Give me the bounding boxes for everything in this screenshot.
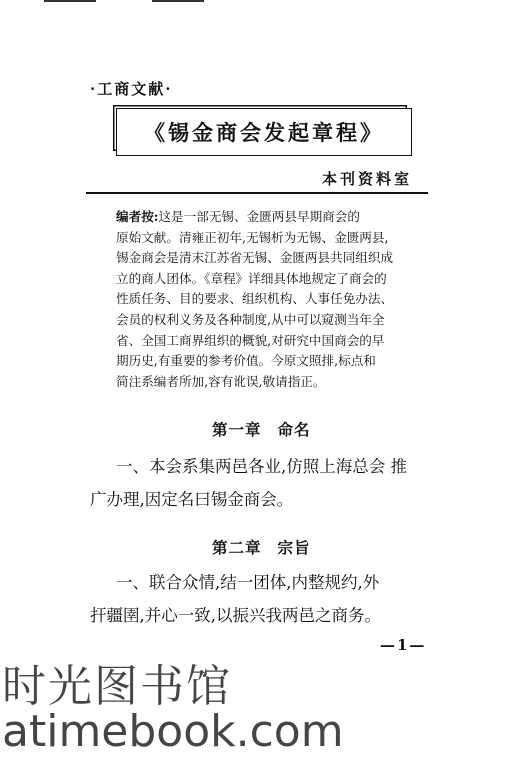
article-line: 扞疆圉,并心一致,以振兴我两邑之商务。 — [90, 606, 381, 625]
chapter-number: 第一章 — [212, 420, 262, 439]
editor-note-line: 立的商人团体。《章程》详细具体地规定了商会的 — [116, 270, 387, 286]
chapter-name: 命名 — [277, 420, 311, 439]
chapter-heading-2 — [212, 536, 311, 558]
chapter-heading-1 — [212, 418, 311, 440]
section-label: ·工商文献· — [90, 80, 173, 98]
watermark-url: atimebook.com — [2, 706, 344, 757]
article-line: 广办理,因定名曰锡金商会。 — [90, 490, 294, 509]
title-box — [116, 108, 412, 156]
editor-note-label: 编者按: — [116, 209, 159, 224]
editor-note-line: 省、全国工商界组织的概貌,对研究中国商会的早 — [116, 332, 385, 348]
chapter-2-article — [90, 566, 440, 632]
document-title: 《锡金商会发起章程》 — [144, 120, 384, 145]
editor-note-line: 编者按:这是一部无锡、金匮两县早期商会的 — [116, 209, 360, 224]
top-edge-mark-right — [152, 0, 204, 2]
watermark-cn: 时光图书馆 — [2, 661, 232, 712]
chapter-name: 宗旨 — [277, 538, 311, 557]
article-line: 一、本会系集两邑各业,仿照上海总会 推 — [116, 457, 407, 476]
editor-note-line: 原始文献。清雍正初年,无锡析为无锡、金匮两县, — [116, 229, 389, 245]
editor-note-line: 期历史,有重要的参考价值。今原文照排,标点和 — [116, 353, 376, 369]
chapter-number: 第二章 — [212, 538, 262, 557]
author-credit: 本刊资料室 — [322, 170, 413, 188]
editor-note — [116, 207, 434, 392]
editor-note-line: 锡金商会是清末江苏省无锡、金匮两县共同组织成 — [116, 250, 394, 266]
editor-note-line: 简注系编者所加,容有讹误,敬请指正。 — [116, 373, 326, 389]
article-line: 一、联合众情,结一团体,内整规约,外 — [116, 573, 380, 592]
page-number: —1— — [380, 636, 427, 654]
chapter-1-article — [90, 450, 440, 516]
editor-note-line: 会员的权利义务及各种制度,从中可以窥测当年全 — [116, 311, 385, 327]
editor-note-line: 性质任务、目的要求、组织机构、人事任免办法、 — [116, 291, 394, 307]
top-edge-mark-left — [44, 0, 96, 2]
header-divider — [86, 192, 428, 194]
